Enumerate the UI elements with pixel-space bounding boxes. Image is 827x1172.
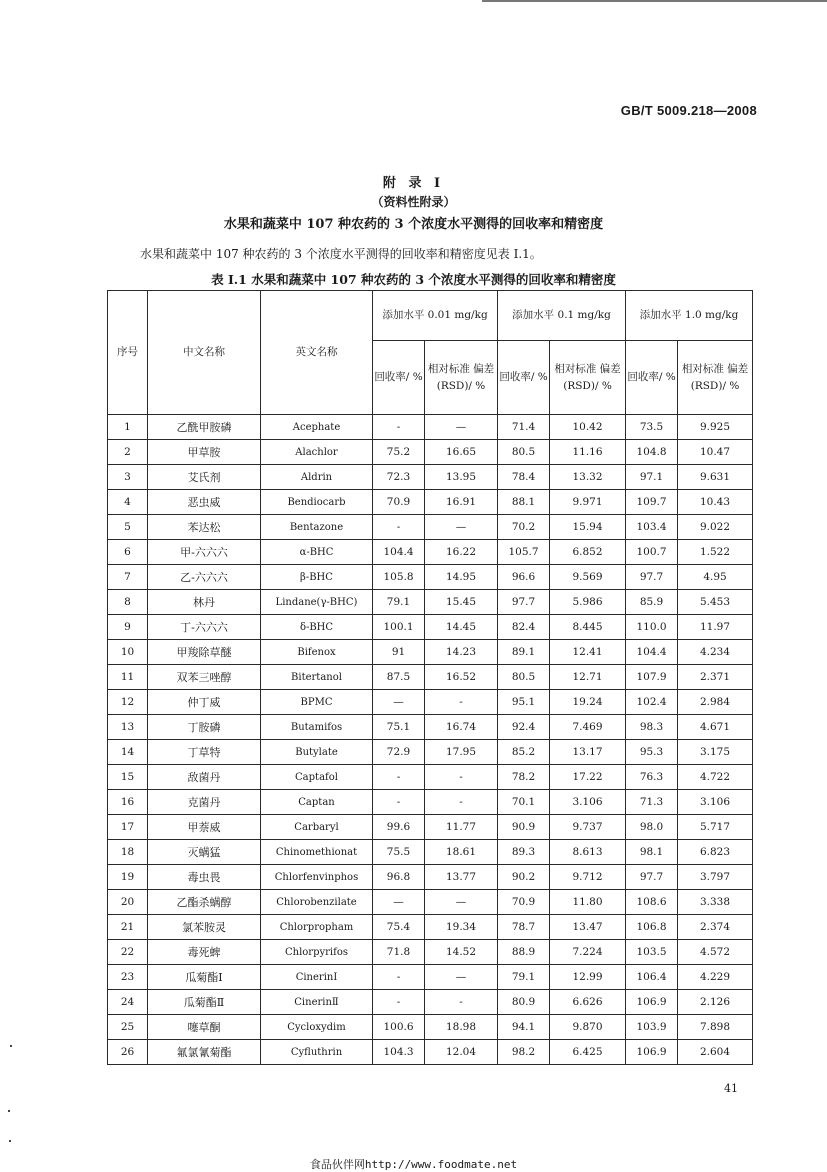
cell-rsd-2: 9.737 (550, 815, 626, 840)
cell-en-name: Alachlor (261, 440, 373, 465)
cell-recovery-1: — (373, 690, 425, 715)
cell-seq: 18 (108, 840, 148, 865)
cell-cn-name: 甲-六六六 (148, 540, 261, 565)
cell-cn-name: 丁草特 (148, 740, 261, 765)
header-seq: 序号 (108, 291, 148, 415)
table-row (108, 940, 753, 965)
cell-rsd-2: 9.712 (550, 865, 626, 890)
cell-en-name: Lindane(γ-BHC) (261, 590, 373, 615)
cell-rsd-3: 2.371 (678, 665, 753, 690)
table-row (108, 840, 753, 865)
cell-recovery-2: 70.1 (498, 790, 550, 815)
cell-rsd-2: 10.42 (550, 415, 626, 440)
cell-en-name: Captan (261, 790, 373, 815)
cell-recovery-2: 70.2 (498, 515, 550, 540)
table-row (108, 490, 753, 515)
table-row (108, 790, 753, 815)
cell-cn-name: 瓜菊酯Ⅱ (148, 990, 261, 1015)
cell-recovery-1: — (373, 890, 425, 915)
cell-cn-name: 灭螨猛 (148, 840, 261, 865)
cell-rsd-2: 6.626 (550, 990, 626, 1015)
cell-cn-name: 恶虫威 (148, 490, 261, 515)
cell-cn-name: 敌菌丹 (148, 765, 261, 790)
cell-recovery-2: 78.2 (498, 765, 550, 790)
cell-recovery-2: 88.1 (498, 490, 550, 515)
cell-rsd-1: 13.77 (425, 865, 498, 890)
cell-en-name: CinerinⅡ (261, 990, 373, 1015)
header-cn-name: 中文名称 (148, 291, 261, 415)
cell-en-name: β-BHC (261, 565, 373, 590)
cell-recovery-2: 92.4 (498, 715, 550, 740)
cell-recovery-3: 103.4 (626, 515, 678, 540)
cell-rsd-1: 18.98 (425, 1015, 498, 1040)
cell-rsd-1: 17.95 (425, 740, 498, 765)
header-rsd-3: 相对标准 偏差(RSD)/ % (678, 341, 753, 415)
cell-seq: 8 (108, 590, 148, 615)
cell-en-name: Aldrin (261, 465, 373, 490)
cell-rsd-1: 13.95 (425, 465, 498, 490)
header-rsd-1: 相对标准 偏差(RSD)/ % (425, 341, 498, 415)
cell-recovery-3: 97.1 (626, 465, 678, 490)
cell-rsd-1: — (425, 965, 498, 990)
cell-en-name: Bentazone (261, 515, 373, 540)
cell-en-name: δ-BHC (261, 615, 373, 640)
table-row (108, 1040, 753, 1065)
cell-rsd-3: 2.374 (678, 915, 753, 940)
cell-cn-name: 氯苯胺灵 (148, 915, 261, 940)
cell-cn-name: 甲萘威 (148, 815, 261, 840)
cell-recovery-3: 107.9 (626, 665, 678, 690)
cell-recovery-3: 100.7 (626, 540, 678, 565)
cell-recovery-2: 105.7 (498, 540, 550, 565)
cell-recovery-2: 70.9 (498, 890, 550, 915)
cell-rsd-3: 3.175 (678, 740, 753, 765)
cell-recovery-3: 106.9 (626, 990, 678, 1015)
cell-rsd-2: 8.445 (550, 615, 626, 640)
cell-recovery-3: 73.5 (626, 415, 678, 440)
scan-speck (9, 1140, 11, 1142)
cell-rsd-3: 9.631 (678, 465, 753, 490)
cell-recovery-3: 97.7 (626, 565, 678, 590)
cell-en-name: Butamifos (261, 715, 373, 740)
cell-recovery-2: 90.9 (498, 815, 550, 840)
cell-cn-name: 氟氯氰菊酯 (148, 1040, 261, 1065)
cell-rsd-2: 13.47 (550, 915, 626, 940)
cell-en-name: Captafol (261, 765, 373, 790)
table-row (108, 865, 753, 890)
cell-rsd-1: 16.91 (425, 490, 498, 515)
cell-rsd-1: 14.23 (425, 640, 498, 665)
table-row (108, 740, 753, 765)
cell-rsd-2: 5.986 (550, 590, 626, 615)
cell-recovery-3: 104.4 (626, 640, 678, 665)
table-row (108, 890, 753, 915)
cell-cn-name: 乙-六六六 (148, 565, 261, 590)
table-row (108, 640, 753, 665)
table-row (108, 815, 753, 840)
cell-en-name: Cycloxydim (261, 1015, 373, 1040)
cell-cn-name: 仲丁威 (148, 690, 261, 715)
cell-rsd-1: — (425, 890, 498, 915)
cell-seq: 6 (108, 540, 148, 565)
cell-rsd-3: 10.47 (678, 440, 753, 465)
cell-seq: 4 (108, 490, 148, 515)
cell-recovery-1: 72.9 (373, 740, 425, 765)
cell-rsd-2: 15.94 (550, 515, 626, 540)
cell-rsd-2: 9.971 (550, 490, 626, 515)
cell-en-name: CinerinⅠ (261, 965, 373, 990)
cell-seq: 25 (108, 1015, 148, 1040)
cell-cn-name: 苯达松 (148, 515, 261, 540)
table-row (108, 715, 753, 740)
cell-recovery-3: 103.5 (626, 940, 678, 965)
cell-rsd-3: 4.722 (678, 765, 753, 790)
cell-recovery-2: 94.1 (498, 1015, 550, 1040)
cell-rsd-1: - (425, 765, 498, 790)
cell-seq: 7 (108, 565, 148, 590)
cell-en-name: Bendiocarb (261, 490, 373, 515)
table-row (108, 590, 753, 615)
cell-en-name: BPMC (261, 690, 373, 715)
cell-rsd-3: 9.925 (678, 415, 753, 440)
header-en-name: 英文名称 (261, 291, 373, 415)
cell-seq: 3 (108, 465, 148, 490)
cell-rsd-2: 6.425 (550, 1040, 626, 1065)
table-row (108, 440, 753, 465)
cell-seq: 17 (108, 815, 148, 840)
cell-rsd-3: 4.671 (678, 715, 753, 740)
cell-rsd-3: 4.95 (678, 565, 753, 590)
cell-recovery-1: - (373, 515, 425, 540)
top-rule (482, 0, 827, 2)
cell-recovery-1: 71.8 (373, 940, 425, 965)
cell-recovery-1: 105.8 (373, 565, 425, 590)
cell-cn-name: 甲草胺 (148, 440, 261, 465)
cell-rsd-1: 11.77 (425, 815, 498, 840)
header-rsd-2: 相对标准 偏差(RSD)/ % (550, 341, 626, 415)
cell-rsd-1: - (425, 790, 498, 815)
cell-seq: 19 (108, 865, 148, 890)
cell-rsd-1: 16.52 (425, 665, 498, 690)
cell-recovery-1: 99.6 (373, 815, 425, 840)
page-number: 41 (724, 1082, 738, 1095)
cell-en-name: Chlorobenzilate (261, 890, 373, 915)
cell-rsd-3: 5.717 (678, 815, 753, 840)
table-row (108, 615, 753, 640)
cell-recovery-1: - (373, 990, 425, 1015)
cell-recovery-2: 80.5 (498, 440, 550, 465)
cell-seq: 16 (108, 790, 148, 815)
cell-recovery-1: 72.3 (373, 465, 425, 490)
cell-recovery-2: 89.1 (498, 640, 550, 665)
cell-rsd-3: 7.898 (678, 1015, 753, 1040)
cell-recovery-2: 80.9 (498, 990, 550, 1015)
cell-seq: 9 (108, 615, 148, 640)
cell-seq: 1 (108, 415, 148, 440)
cell-seq: 23 (108, 965, 148, 990)
cell-recovery-2: 85.2 (498, 740, 550, 765)
cell-cn-name: 甲羧除草醚 (148, 640, 261, 665)
cell-rsd-2: 9.569 (550, 565, 626, 590)
cell-rsd-3: 10.43 (678, 490, 753, 515)
table-row (108, 565, 753, 590)
cell-cn-name: 丁胺磷 (148, 715, 261, 740)
cell-cn-name: 噻草酮 (148, 1015, 261, 1040)
cell-recovery-3: 85.9 (626, 590, 678, 615)
cell-recovery-3: 98.1 (626, 840, 678, 865)
cell-rsd-1: — (425, 515, 498, 540)
cell-recovery-1: - (373, 965, 425, 990)
cell-rsd-3: 9.022 (678, 515, 753, 540)
cell-recovery-3: 110.0 (626, 615, 678, 640)
cell-rsd-2: 19.24 (550, 690, 626, 715)
cell-recovery-2: 80.5 (498, 665, 550, 690)
recovery-table (107, 290, 753, 1065)
table-row (108, 465, 753, 490)
table-row (108, 515, 753, 540)
cell-recovery-1: 100.6 (373, 1015, 425, 1040)
cell-recovery-3: 108.6 (626, 890, 678, 915)
cell-en-name: α-BHC (261, 540, 373, 565)
cell-recovery-3: 106.4 (626, 965, 678, 990)
cell-recovery-1: - (373, 765, 425, 790)
cell-recovery-3: 95.3 (626, 740, 678, 765)
cell-rsd-2: 12.99 (550, 965, 626, 990)
cell-recovery-3: 71.3 (626, 790, 678, 815)
cell-recovery-2: 97.7 (498, 590, 550, 615)
cell-recovery-3: 103.9 (626, 1015, 678, 1040)
cell-rsd-3: 6.823 (678, 840, 753, 865)
cell-en-name: Cyfluthrin (261, 1040, 373, 1065)
table-row (108, 665, 753, 690)
header-row-levels (108, 291, 753, 341)
appendix-subtitle: （资料性附录） (371, 195, 456, 209)
cell-recovery-1: 75.1 (373, 715, 425, 740)
cell-recovery-1: 91 (373, 640, 425, 665)
cell-cn-name: 毒虫畏 (148, 865, 261, 890)
cell-rsd-2: 11.16 (550, 440, 626, 465)
cell-recovery-3: 76.3 (626, 765, 678, 790)
table-row (108, 915, 753, 940)
cell-recovery-1: 79.1 (373, 590, 425, 615)
cell-rsd-1: 14.45 (425, 615, 498, 640)
cell-seq: 21 (108, 915, 148, 940)
cell-recovery-1: 75.5 (373, 840, 425, 865)
cell-recovery-1: 75.4 (373, 915, 425, 940)
cell-rsd-2: 13.32 (550, 465, 626, 490)
cell-cn-name: 乙酯杀螨醇 (148, 890, 261, 915)
cell-rsd-2: 17.22 (550, 765, 626, 790)
table-body (108, 415, 753, 1065)
cell-seq: 15 (108, 765, 148, 790)
cell-rsd-3: 4.234 (678, 640, 753, 665)
cell-rsd-2: 3.106 (550, 790, 626, 815)
cell-rsd-1: 19.34 (425, 915, 498, 940)
cell-rsd-3: 3.797 (678, 865, 753, 890)
cell-rsd-1: 15.45 (425, 590, 498, 615)
cell-recovery-2: 90.2 (498, 865, 550, 890)
cell-recovery-2: 96.6 (498, 565, 550, 590)
cell-en-name: Chlorfenvinphos (261, 865, 373, 890)
cell-seq: 24 (108, 990, 148, 1015)
cell-recovery-2: 82.4 (498, 615, 550, 640)
table-row (108, 765, 753, 790)
table-row (108, 990, 753, 1015)
cell-cn-name: 艾氏剂 (148, 465, 261, 490)
cell-recovery-2: 95.1 (498, 690, 550, 715)
header-recovery-1: 回收率/ % (373, 341, 425, 415)
cell-rsd-2: 13.17 (550, 740, 626, 765)
scan-speck (10, 1045, 12, 1047)
table-row (108, 1015, 753, 1040)
cell-rsd-3: 2.984 (678, 690, 753, 715)
cell-cn-name: 瓜菊酯Ⅰ (148, 965, 261, 990)
appendix-heading: 水果和蔬菜中 107 种农药的 3 个浓度水平测得的回收率和精密度 (223, 217, 604, 232)
cell-recovery-1: - (373, 790, 425, 815)
standard-number: GB/T 5009.218—2008 (620, 103, 757, 118)
header-level-1: 添加水平 0.01 mg/kg (373, 291, 498, 341)
cell-seq: 11 (108, 665, 148, 690)
cell-rsd-1: 16.74 (425, 715, 498, 740)
header-recovery-2: 回收率/ % (498, 341, 550, 415)
footer-watermark: 食品伙伴网http://www.foodmate.net (309, 1158, 518, 1171)
cell-rsd-2: 8.613 (550, 840, 626, 865)
table-row (108, 540, 753, 565)
header-recovery-3: 回收率/ % (626, 341, 678, 415)
cell-en-name: Chlorpropham (261, 915, 373, 940)
table-caption: 表 I.1 水果和蔬菜中 107 种农药的 3 个浓度水平测得的回收率和精密度 (211, 272, 616, 287)
cell-rsd-2: 11.80 (550, 890, 626, 915)
cell-rsd-1: 18.61 (425, 840, 498, 865)
cell-recovery-2: 98.2 (498, 1040, 550, 1065)
cell-rsd-2: 6.852 (550, 540, 626, 565)
cell-cn-name: 克菌丹 (148, 790, 261, 815)
cell-rsd-1: 12.04 (425, 1040, 498, 1065)
cell-seq: 22 (108, 940, 148, 965)
cell-rsd-1: - (425, 690, 498, 715)
cell-recovery-1: 100.1 (373, 615, 425, 640)
cell-recovery-1: 96.8 (373, 865, 425, 890)
cell-recovery-1: 75.2 (373, 440, 425, 465)
cell-en-name: Chlorpyrifos (261, 940, 373, 965)
cell-rsd-2: 12.71 (550, 665, 626, 690)
table-row (108, 690, 753, 715)
cell-seq: 14 (108, 740, 148, 765)
table-row (108, 965, 753, 990)
cell-rsd-1: — (425, 415, 498, 440)
cell-seq: 12 (108, 690, 148, 715)
cell-seq: 5 (108, 515, 148, 540)
cell-rsd-2: 12.41 (550, 640, 626, 665)
cell-recovery-2: 79.1 (498, 965, 550, 990)
cell-seq: 10 (108, 640, 148, 665)
cell-en-name: Carbaryl (261, 815, 373, 840)
cell-recovery-3: 97.7 (626, 865, 678, 890)
cell-rsd-1: 16.22 (425, 540, 498, 565)
cell-en-name: Butylate (261, 740, 373, 765)
cell-seq: 13 (108, 715, 148, 740)
cell-rsd-3: 11.97 (678, 615, 753, 640)
cell-rsd-3: 4.229 (678, 965, 753, 990)
cell-recovery-1: - (373, 415, 425, 440)
cell-recovery-2: 88.9 (498, 940, 550, 965)
appendix-title: 附 录 I (382, 176, 445, 191)
cell-recovery-3: 102.4 (626, 690, 678, 715)
cell-rsd-3: 2.126 (678, 990, 753, 1015)
cell-rsd-1: 16.65 (425, 440, 498, 465)
cell-rsd-2: 7.469 (550, 715, 626, 740)
cell-rsd-3: 5.453 (678, 590, 753, 615)
cell-seq: 20 (108, 890, 148, 915)
cell-rsd-1: - (425, 990, 498, 1015)
cell-rsd-3: 1.522 (678, 540, 753, 565)
cell-cn-name: 毒死蜱 (148, 940, 261, 965)
cell-rsd-2: 9.870 (550, 1015, 626, 1040)
cell-recovery-2: 78.7 (498, 915, 550, 940)
table-row (108, 415, 753, 440)
cell-recovery-3: 98.0 (626, 815, 678, 840)
cell-recovery-1: 104.4 (373, 540, 425, 565)
cell-cn-name: 林丹 (148, 590, 261, 615)
cell-rsd-3: 2.604 (678, 1040, 753, 1065)
cell-en-name: Bifenox (261, 640, 373, 665)
cell-seq: 2 (108, 440, 148, 465)
cell-recovery-2: 78.4 (498, 465, 550, 490)
cell-recovery-2: 89.3 (498, 840, 550, 865)
cell-recovery-3: 109.7 (626, 490, 678, 515)
header-level-3: 添加水平 1.0 mg/kg (626, 291, 753, 341)
cell-recovery-1: 87.5 (373, 665, 425, 690)
cell-en-name: Acephate (261, 415, 373, 440)
intro-paragraph: 水果和蔬菜中 107 种农药的 3 个浓度水平测得的回收率和精密度见表 I.1。 (140, 247, 542, 261)
cell-recovery-2: 71.4 (498, 415, 550, 440)
cell-recovery-3: 104.8 (626, 440, 678, 465)
cell-rsd-1: 14.95 (425, 565, 498, 590)
cell-en-name: Bitertanol (261, 665, 373, 690)
cell-rsd-3: 4.572 (678, 940, 753, 965)
scan-speck (8, 1110, 10, 1112)
header-level-2: 添加水平 0.1 mg/kg (498, 291, 626, 341)
cell-recovery-1: 104.3 (373, 1040, 425, 1065)
cell-en-name: Chinomethionat (261, 840, 373, 865)
cell-recovery-3: 106.8 (626, 915, 678, 940)
cell-recovery-3: 98.3 (626, 715, 678, 740)
cell-seq: 26 (108, 1040, 148, 1065)
cell-rsd-1: 14.52 (425, 940, 498, 965)
cell-cn-name: 丁-六六六 (148, 615, 261, 640)
cell-recovery-3: 106.9 (626, 1040, 678, 1065)
cell-cn-name: 双苯三唑醇 (148, 665, 261, 690)
cell-rsd-3: 3.338 (678, 890, 753, 915)
cell-recovery-1: 70.9 (373, 490, 425, 515)
cell-cn-name: 乙酰甲胺磷 (148, 415, 261, 440)
cell-rsd-3: 3.106 (678, 790, 753, 815)
cell-rsd-2: 7.224 (550, 940, 626, 965)
